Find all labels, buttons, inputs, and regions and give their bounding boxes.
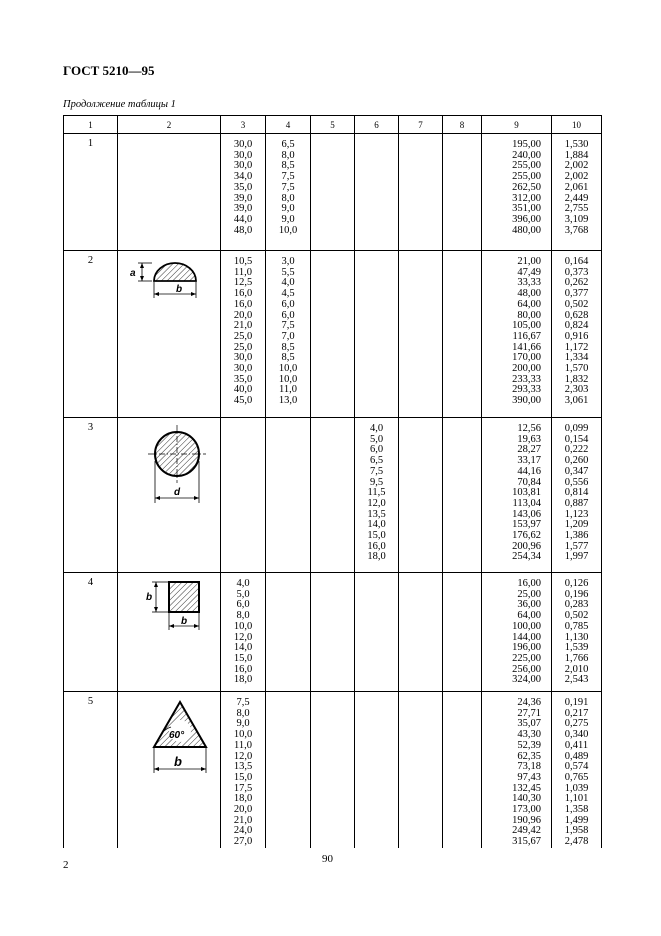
col10-values (552, 692, 602, 848)
cell-value: 1,101 (564, 793, 589, 805)
cell-value: 73,18 (517, 761, 541, 773)
cell-value: 48,00 (517, 288, 541, 300)
cell-value: 43,30 (517, 729, 541, 741)
round-section-icon (118, 423, 221, 507)
cell-value: 0,260 (564, 455, 589, 467)
cell-value: 34,0 (233, 171, 253, 183)
cell-value: 0,887 (564, 497, 589, 509)
column-header: 3 (221, 116, 266, 134)
col10-values (552, 573, 602, 692)
cell-value: 10,0 (278, 363, 298, 375)
cell-value: 20,0 (233, 804, 253, 816)
cell-value: 233,33 (512, 373, 541, 385)
col3-values (221, 251, 266, 418)
cell-value: 196,00 (512, 642, 541, 654)
cell-value: 0,154 (564, 433, 589, 445)
cell-value: 7,5 (281, 320, 295, 332)
cell-value: 0,916 (564, 330, 589, 342)
col3-values (221, 573, 266, 692)
cell-value: 1,766 (564, 652, 589, 664)
cell-value: 40,0 (233, 384, 253, 396)
column-header: 10 (552, 116, 602, 134)
cell-value: 45,0 (233, 395, 253, 407)
cell-value: 13,5 (367, 508, 386, 520)
cell-value: 143,06 (512, 508, 541, 520)
cell-value: 105,00 (512, 320, 541, 332)
cell-value: 2,010 (564, 663, 589, 675)
cell-value: 8,5 (281, 160, 295, 172)
cell-value: 324,00 (512, 674, 541, 686)
cell-value: 4,0 (369, 423, 384, 434)
cell-value: 141,66 (512, 341, 541, 353)
figure-label-b: b (176, 284, 183, 295)
cell-value: 132,45 (512, 782, 541, 794)
cell-value: 254,34 (512, 551, 541, 563)
col10-values (552, 251, 602, 418)
cell-value: 2,002 (564, 160, 589, 172)
cell-value: 7,5 (369, 465, 384, 477)
cell-value: 80,00 (517, 309, 541, 321)
cell-value: 480,00 (512, 224, 541, 236)
cell-value: 2,478 (564, 836, 589, 848)
cell-value: 0,628 (564, 309, 589, 321)
cell-value: 21,00 (517, 256, 541, 267)
cell-value: 144,00 (512, 631, 541, 643)
table-header-row (64, 116, 602, 134)
cell-value: 116,67 (512, 330, 541, 342)
cell-value: 44,0 (233, 213, 253, 225)
cell-value: 8,5 (281, 341, 295, 353)
col6-values (355, 134, 399, 251)
cell-value: 15,0 (233, 771, 253, 783)
col3-values (221, 134, 266, 251)
cell-value: 16,0 (233, 298, 253, 310)
figure-label-b-side: b (146, 592, 153, 603)
cell-value: 9,5 (369, 476, 384, 488)
figure-angle-label: 60° (169, 730, 185, 741)
col4-values (266, 251, 311, 418)
row-number: 1 (64, 134, 118, 251)
cell-value: 16,0 (233, 663, 253, 675)
figure-cell (118, 134, 221, 251)
cell-value: 396,00 (512, 213, 541, 225)
table-row (64, 251, 602, 418)
cell-value: 44,16 (517, 465, 541, 477)
col9-values (482, 134, 552, 251)
col9-values (482, 573, 552, 692)
cell-value: 200,00 (512, 363, 541, 375)
cell-value: 30,0 (233, 160, 253, 172)
cell-value: 30,0 (233, 139, 253, 150)
cell-value: 1,386 (564, 530, 589, 542)
cell-value: 1,499 (564, 814, 589, 826)
cell-value: 15,0 (367, 530, 386, 542)
cell-value: 293,33 (512, 384, 541, 396)
cell-value: 27,0 (233, 836, 253, 848)
figure-label-b: b (181, 616, 188, 627)
figure-label-d: d (174, 487, 181, 498)
cell-value: 10,0 (233, 729, 253, 741)
cell-value: 62,35 (517, 750, 541, 762)
cell-value: 0,824 (564, 320, 589, 332)
cell-value: 6,0 (281, 298, 295, 310)
cell-value: 173,00 (512, 804, 541, 816)
cell-value: 1,832 (564, 373, 589, 385)
cell-value: 225,00 (512, 652, 541, 664)
column-header: 5 (311, 116, 355, 134)
cell-value: 200,96 (512, 540, 541, 552)
cell-value: 18,0 (233, 674, 253, 686)
cell-value: 140,30 (512, 793, 541, 805)
table-row (64, 573, 602, 692)
cell-value: 1,997 (564, 551, 589, 563)
cell-value: 1,172 (564, 341, 589, 353)
cell-value: 315,67 (512, 836, 541, 848)
cell-value: 0,556 (564, 476, 589, 488)
col4-values (266, 134, 311, 251)
figure-label-b: b (174, 754, 182, 769)
cell-value: 1,039 (564, 782, 589, 794)
cell-value: 0,574 (564, 761, 589, 773)
page-number-left: 2 (63, 859, 69, 871)
cell-value: 1,334 (564, 352, 589, 364)
column-header: 4 (266, 116, 311, 134)
cell-value: 4,5 (281, 288, 295, 300)
col6-values (355, 573, 399, 692)
cell-value: 35,07 (517, 718, 541, 730)
cell-value: 6,0 (236, 599, 250, 611)
cell-value: 12,0 (367, 497, 386, 509)
cell-value: 25,00 (517, 588, 541, 600)
col6-values (355, 692, 399, 848)
cell-value: 113,04 (512, 497, 541, 509)
cell-value: 28,27 (517, 444, 541, 456)
cell-value: 64,00 (517, 298, 541, 310)
cell-value: 0,814 (564, 487, 589, 499)
cell-value: 17,5 (233, 782, 253, 794)
cell-value: 64,00 (517, 610, 541, 622)
cell-value: 0,099 (564, 423, 589, 434)
cell-value: 16,00 (517, 578, 541, 589)
cell-value: 8,5 (281, 352, 295, 364)
cell-value: 21,0 (233, 320, 253, 332)
cell-value: 1,358 (564, 804, 589, 816)
cell-value: 12,0 (233, 631, 253, 643)
column-header: 6 (355, 116, 399, 134)
cell-value: 14,0 (367, 519, 386, 531)
cell-value: 11,0 (234, 739, 252, 751)
half-round-section-icon (118, 256, 221, 312)
cell-value: 8,0 (281, 192, 295, 204)
cell-value: 10,0 (233, 620, 253, 632)
cell-value: 48,0 (233, 224, 253, 236)
table-caption: Продолжение таблицы 1 (63, 99, 176, 110)
cell-value: 47,49 (517, 266, 541, 278)
cell-value: 1,130 (564, 631, 589, 643)
cell-value: 0,765 (564, 771, 589, 783)
cell-value: 256,00 (512, 663, 541, 675)
cell-value: 6,5 (281, 139, 295, 150)
cell-value: 18,0 (233, 793, 253, 805)
cell-value: 0,347 (564, 465, 589, 477)
document-title: ГОСТ 5210—95 (63, 63, 155, 78)
cell-value: 7,0 (281, 330, 295, 342)
cell-value: 7,5 (281, 181, 295, 193)
cell-value: 0,275 (564, 718, 589, 730)
figure-cell (118, 573, 221, 692)
cell-value: 176,62 (512, 530, 541, 542)
col4-values (266, 573, 311, 692)
cell-value: 39,0 (233, 192, 253, 204)
cell-value: 35,0 (233, 373, 253, 385)
cell-value: 312,00 (512, 192, 541, 204)
cell-value: 0,283 (564, 599, 589, 611)
cell-value: 1,123 (564, 508, 589, 520)
col4-values (266, 418, 311, 573)
cell-value: 5,5 (281, 266, 295, 278)
cell-value: 33,33 (517, 277, 541, 289)
cell-value: 1,209 (564, 519, 589, 531)
cell-value: 0,164 (564, 256, 589, 267)
cell-value: 0,502 (564, 298, 589, 310)
cell-value: 0,489 (564, 750, 589, 762)
cell-value: 11,0 (279, 384, 297, 396)
cell-value: 8,0 (236, 707, 250, 719)
cell-value: 39,0 (233, 203, 253, 215)
table-row (64, 134, 602, 251)
figure-cell (118, 251, 221, 418)
row-number: 3 (64, 418, 118, 573)
cell-value: 1,570 (564, 363, 589, 375)
cell-value: 9,0 (281, 203, 295, 215)
cell-value: 30,0 (233, 363, 253, 375)
figure-cell (118, 418, 221, 573)
cell-value: 390,00 (512, 395, 541, 407)
cell-value: 70,84 (517, 476, 541, 488)
cell-value: 240,00 (512, 149, 541, 161)
cell-value: 3,061 (564, 395, 589, 407)
cell-value: 1,884 (564, 149, 589, 161)
cell-value: 0,785 (564, 620, 589, 632)
square-section-icon (118, 578, 221, 634)
table-row (64, 418, 602, 573)
column-header: 2 (118, 116, 221, 134)
cell-value: 2,449 (564, 192, 589, 204)
cell-value: 2,061 (564, 181, 589, 193)
column-header: 7 (399, 116, 443, 134)
col9-values (482, 418, 552, 573)
cell-value: 52,39 (517, 739, 541, 751)
col3-values (221, 692, 266, 848)
cell-value: 1,539 (564, 642, 589, 654)
col10-values (552, 418, 602, 573)
cell-value: 25,0 (233, 330, 253, 342)
cell-value: 13,5 (233, 761, 253, 773)
cell-value: 9,0 (281, 213, 295, 225)
cell-value: 7,5 (281, 171, 295, 183)
page-number-center: 90 (322, 853, 333, 865)
cell-value: 2,755 (564, 203, 589, 215)
cell-value: 0,502 (564, 610, 589, 622)
cell-value: 2,002 (564, 171, 589, 183)
cell-value: 1,958 (564, 825, 589, 837)
cell-value: 12,0 (233, 750, 253, 762)
column-header: 8 (443, 116, 482, 134)
cell-value: 20,0 (233, 309, 253, 321)
cell-value: 0,373 (564, 266, 589, 278)
cell-value: 12,5 (233, 277, 253, 289)
cell-value: 30,0 (233, 352, 253, 364)
cell-value: 35,0 (233, 181, 253, 193)
row-number: 5 (64, 692, 118, 848)
cell-value: 0,222 (564, 444, 589, 456)
cell-value: 36,00 (517, 599, 541, 611)
triangle-section-icon (118, 697, 221, 781)
column-header: 1 (64, 116, 118, 134)
row-number: 4 (64, 573, 118, 692)
cell-value: 255,00 (512, 160, 541, 172)
cell-value: 21,0 (233, 814, 253, 826)
cell-value: 18,0 (367, 551, 386, 563)
cell-value: 2,303 (564, 384, 589, 396)
cell-value: 19,63 (517, 433, 541, 445)
cell-value: 9,0 (236, 718, 250, 730)
cell-value: 1,530 (564, 139, 589, 150)
cell-value: 16,0 (367, 540, 386, 552)
col10-values (552, 134, 602, 251)
col4-values (266, 692, 311, 848)
cell-value: 1,577 (564, 540, 589, 552)
cell-value: 11,0 (234, 266, 252, 278)
cell-value: 0,126 (564, 578, 589, 589)
col6-values (355, 418, 399, 573)
cell-value: 103,81 (512, 487, 541, 499)
cell-value: 255,00 (512, 171, 541, 183)
table-row (64, 692, 602, 848)
cell-value: 153,97 (512, 519, 541, 531)
cell-value: 30,0 (233, 149, 253, 161)
cell-value: 24,36 (517, 697, 541, 708)
cell-value: 0,411 (564, 739, 589, 751)
col6-values (355, 251, 399, 418)
cell-value: 195,00 (512, 139, 541, 150)
column-header: 9 (482, 116, 552, 134)
cell-value: 0,340 (564, 729, 589, 741)
cell-value: 0,262 (564, 277, 589, 289)
cell-value: 5,0 (369, 433, 384, 445)
cell-value: 13,0 (278, 395, 298, 407)
data-table (63, 115, 602, 848)
cell-value: 5,0 (236, 588, 250, 600)
cell-value: 262,50 (512, 181, 541, 193)
cell-value: 10,0 (278, 224, 298, 236)
cell-value: 249,42 (512, 825, 541, 837)
cell-value: 10,5 (233, 256, 253, 267)
cell-value: 170,00 (512, 352, 541, 364)
cell-value: 3,768 (564, 224, 589, 236)
cell-value: 0,217 (564, 707, 589, 719)
cell-value: 8,0 (236, 610, 250, 622)
cell-value: 16,0 (233, 288, 253, 300)
cell-value: 12,56 (517, 423, 541, 434)
cell-value: 351,00 (512, 203, 541, 215)
cell-value: 6,0 (281, 309, 295, 321)
cell-value: 15,0 (233, 652, 253, 664)
cell-value: 0,377 (564, 288, 589, 300)
cell-value: 6,0 (369, 444, 384, 456)
cell-value: 8,0 (281, 149, 295, 161)
cell-value: 4,0 (281, 277, 295, 289)
cell-value: 10,0 (278, 373, 298, 385)
cell-value: 2,543 (564, 674, 589, 686)
cell-value: 97,43 (517, 771, 541, 783)
cell-value: 6,5 (369, 455, 384, 467)
row-number: 2 (64, 251, 118, 418)
figure-label-a: a (130, 268, 136, 279)
col9-values (482, 251, 552, 418)
figure-cell (118, 692, 221, 848)
cell-value: 14,0 (233, 642, 253, 654)
cell-value: 3,0 (281, 256, 295, 267)
cell-value: 27,71 (517, 707, 541, 719)
cell-value: 3,109 (564, 213, 589, 225)
cell-value: 0,191 (564, 697, 589, 708)
cell-value: 4,0 (236, 578, 250, 589)
col9-values (482, 692, 552, 848)
cell-value: 11,5 (367, 487, 386, 499)
cell-value: 25,0 (233, 341, 253, 353)
cell-value: 7,5 (236, 697, 250, 708)
col3-values (221, 418, 266, 573)
cell-value: 190,96 (512, 814, 541, 826)
cell-value: 100,00 (512, 620, 541, 632)
cell-value: 0,196 (564, 588, 589, 600)
cell-value: 24,0 (233, 825, 253, 837)
cell-value: 33,17 (517, 455, 541, 467)
